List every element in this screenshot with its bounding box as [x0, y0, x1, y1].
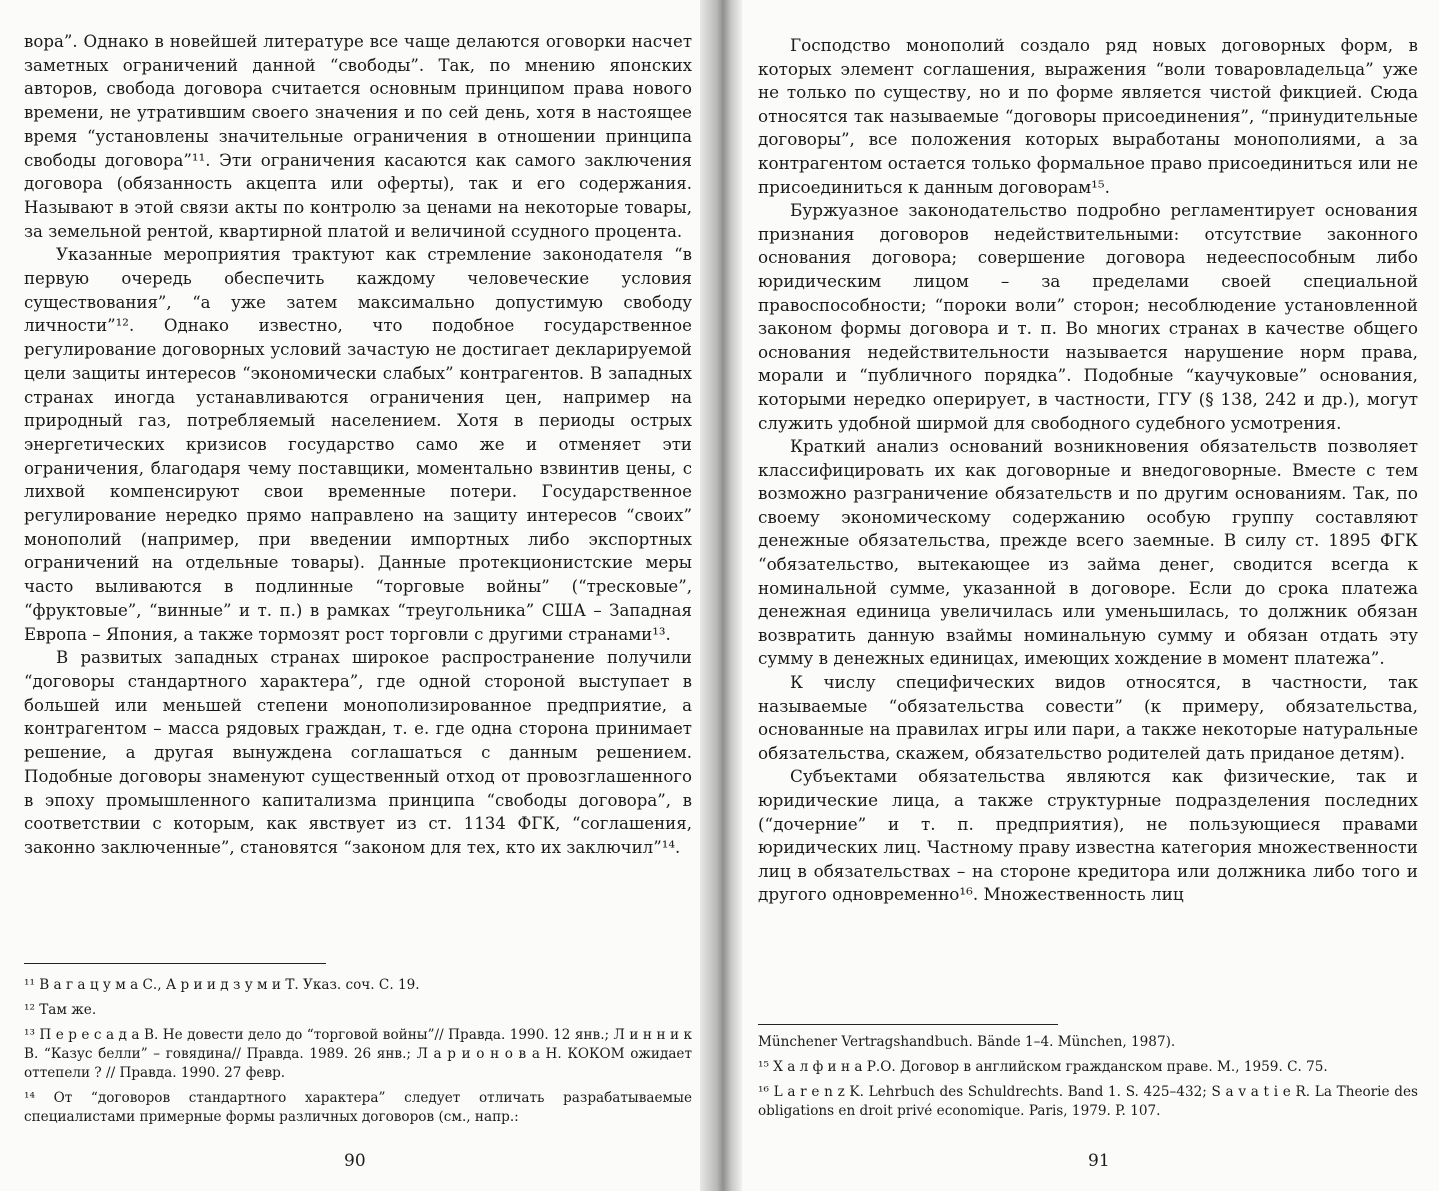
right-footnotes: [758, 1033, 1418, 1127]
footnote-rule: [758, 1024, 1058, 1025]
paragraph: Буржуазное законодательство подробно регламентирует основания признания договоров недействительными: отсутствие законного основания договора; совершение договора недееспособным либо юридическим лицом – за пределами своей специальной правоспособности; “пороки воли” сторон; несоблюдение установленной законом формы договора и т. п. Во многих странах в качестве общего основания недействительности называется нарушение норм права, морали и “публичного порядка”. Подобные “каучуковые” основания, которыми нередко оперирует, в частности, ГГУ (§ 138, 242 и др.), могут служить удобной ширмой для свободного судебного усмотрения.: [758, 200, 1418, 433]
footnote: ¹⁶ L a r e n z K. Lehrbuch des Schuldrechts. Band 1. S. 425–432; S a v a t i e R. La Theorie des obligations en droit privé economique. Paris, 1979. P. 107.: [758, 1084, 1418, 1119]
paragraph: К числу специфических видов относятся, в частности, так называемые “обязательства совести” (к примеру, обязательства, основанные на правилах игры или пари, а также некоторые натуральные обязательства, скажем, обязательство родителей дать приданое детям).: [758, 672, 1418, 763]
footnote: ¹⁴ От “договоров стандартного характера” следует отличать разрабатываемые специалистами примерные формы различных договоров (см., напр.:: [24, 1090, 692, 1125]
right-page: [736, 0, 1439, 1191]
page-number: 90: [344, 1151, 366, 1171]
paragraph: В развитых западных странах широкое распространение получили “договоры стандартного характера”, где одной стороной выступает в большей или меньшей степени монополизированное предприятие, а контрагентом – масса рядовых граждан, т. е. где одна сторона принимает решение, а другая вынуждена соглашаться с данным решением. Подобные договоры знаменуют существенный отход от провозглашенного в эпоху промышленного капитализма принципа “свободы договора”, в соответствии с которым, как явствует из ст. 1134 ФГК, “соглашения, законно заключенные”, становятся “законом для тех, кто их заключил”¹⁴.: [24, 648, 692, 857]
page-number: 91: [1088, 1151, 1110, 1171]
left-footnotes: [24, 976, 692, 1133]
left-body-text: [24, 30, 692, 860]
footnote: ¹² Там же.: [24, 1002, 97, 1018]
footnote-rule: [24, 963, 326, 964]
paragraph: Краткий анализ оснований возникновения обязательств позволяет классифицировать их как договорные и внедоговорные. Вместе с тем возможно разграничение обязательств и по другим основаниям. Так, по своему экономическому содержанию особую группу составляют денежные обязательства, прежде всего заемные. В силу ст. 1895 ФГК “обязательство, вытекающее из займа денег, сводится всегда к номинальной сумме, указанной в договоре. Если до срока платежа денежная единица увеличилась или уменьшилась, то должник обязан возвратить данную взаймы номинальную сумму и обязан отдать эту сумму в денежных единицах, имеющих хождение в момент платежа”.: [758, 436, 1418, 669]
footnote: ¹⁵ Х а л ф и н а Р.О. Договор в английском гражданском праве. М., 1959. С. 75.: [758, 1059, 1328, 1075]
footnote: ¹³ П е р е с а д а В. Не довести дело до “торговой войны”// Правда. 1990. 12 янв.; Л и н н и к В. “Казус белли” – говядина// Правда. 1989. 26 янв.; Л а р и о н о в а Н. КОКОМ ожидает оттепели ? // Правда. 1990. 27 февр.: [24, 1027, 692, 1081]
left-page: [0, 0, 712, 1191]
paragraph: Указанные мероприятия трактуют как стремление законодателя “в первую очередь обеспечить каждому человеческие условия существования”, “а уже затем максимально допустимую свободу личности”¹². Однако известно, что подобное государственное регулирование договорных условий зачастую не достигает декларируемой цели защиты интересов “экономически слабых” контрагентов. В западных странах иногда устанавливаются ограничения цен, например на природный газ, потребляемый населением. Хотя в периоды острых энергетических кризисов государство само же и отменяет эти ограничения, благодаря чему поставщики, моментально взвинтив цены, с лихвой компенсируют свои временные потери. Государственное регулирование нередко прямо направлено на защиту интересов “своих” монополий (например, при введении импортных либо экспортных ограничений на отдельные товары). Данные протекционистские меры часто выливаются в подлинные “торговые войны” (“тресковые”, “фруктовые”, “винные” и т. п.) в рамках “треугольника” США – Западная Европа – Япония, а также тормозят рост торговли с другими странами¹³.: [24, 245, 692, 644]
paragraph: Субъектами обязательства являются как физические, так и юридические лица, а также структурные подразделения последних (“дочерние” и т. п. предприятия), не пользующиеся правами юридических лиц. Частному праву известна категория множественности лиц в обязательствах – на стороне кредитора или должника либо того и другого одновременно¹⁶. Множественность лиц: [758, 766, 1418, 905]
footnote: Münchener Vertragshandbuch. Bände 1–4. München, 1987).: [758, 1034, 1176, 1050]
paragraph: Господство монополий создало ряд новых договорных форм, в которых элемент соглашения, выражения “воли товаровладельца” уже не только по существу, но и по форме является чистой фикцией. Сюда относятся так называемые “договоры присоединения”, “принудительные договоры”, все положения которых выработаны монополиями, а за контрагентом остается только формальное право присоединиться или не присоединиться к данным договорам¹⁵.: [758, 35, 1418, 197]
right-body-text: [758, 34, 1418, 907]
paragraph: вора”. Однако в новейшей литературе все чаще делаются оговорки насчет заметных ограничений данной “свободы”. Так, по мнению японских авторов, свобода договора считается основным принципом права нового времени, не утратившим своего значения и по сей день, хотя в настоящее время “установлены значительные ограничения в отношении принципа свободы договора”¹¹. Эти ограничения касаются как самого заключения договора (обязанность акцепта или оферты), так и его содержания. Называют в этой связи акты по контролю за ценами на некоторые товары, за земельной рентой, квартирной платой и величиной ссудного процента.: [24, 32, 692, 241]
footnote: ¹¹ В а г а ц у м а С., А р и и д з у м и Т. Указ. соч. С. 19.: [24, 977, 420, 993]
